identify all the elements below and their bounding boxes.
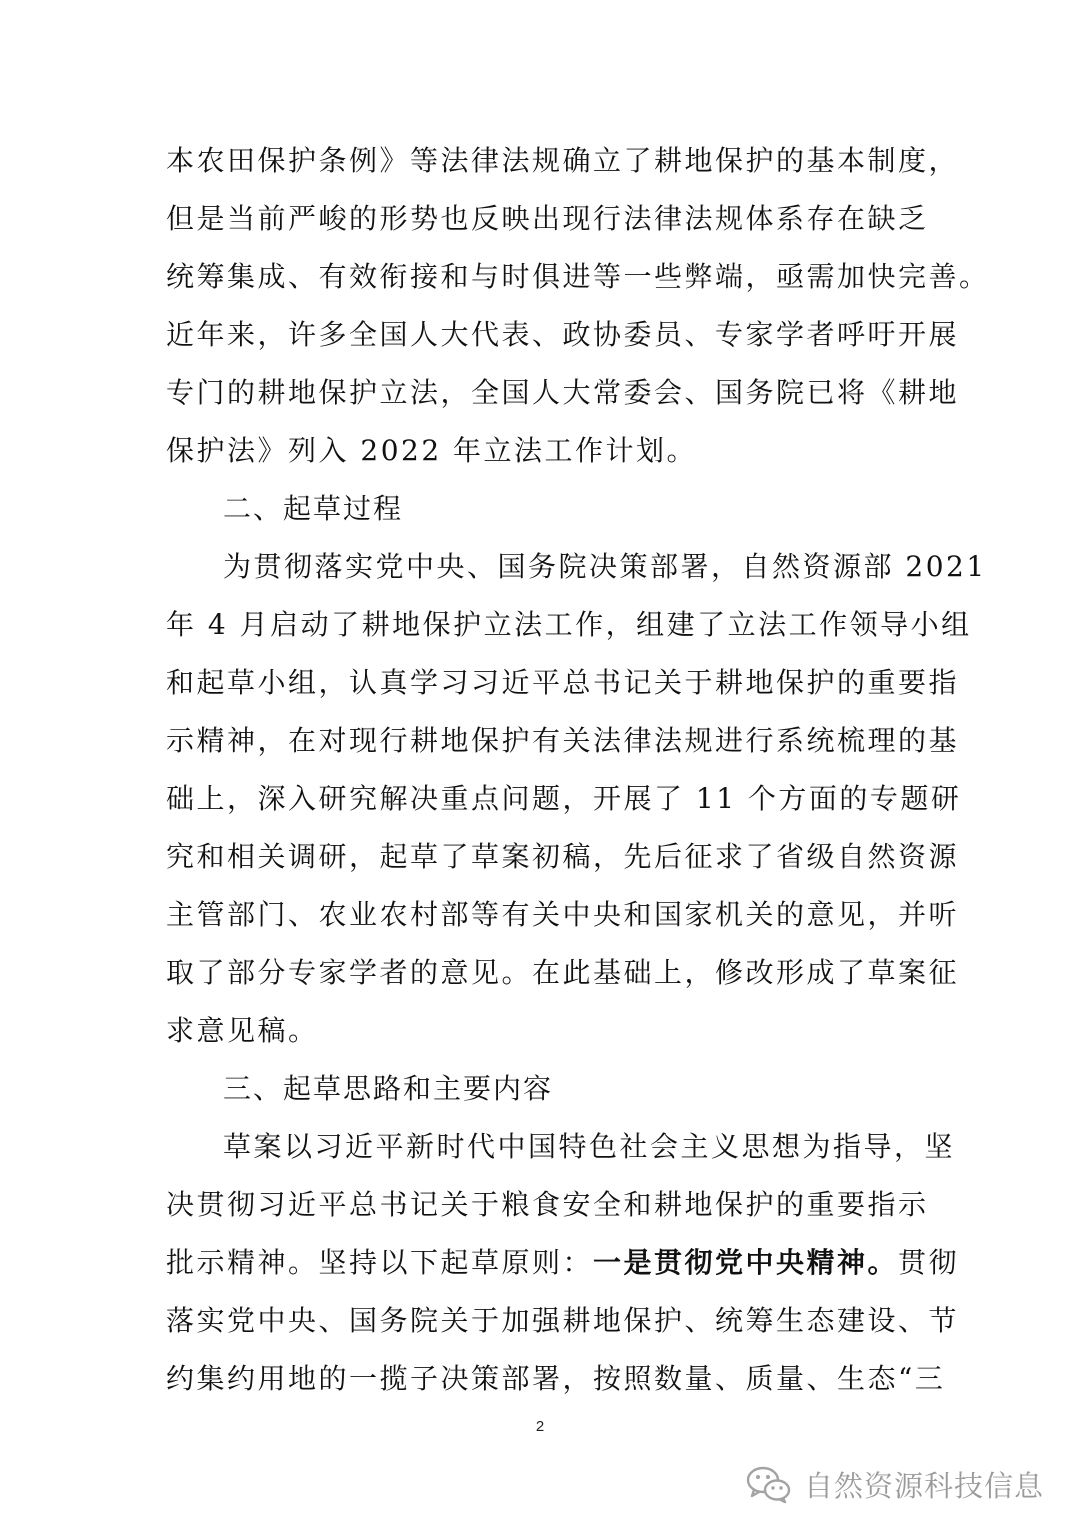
paragraph-line: 和起草小组，认真学习习近平总书记关于耕地保护的重要指: [166, 666, 960, 699]
paragraph-line: 为贯彻落实党中央、国务院决策部署，自然资源部 2021: [223, 550, 987, 583]
paragraph-line: 近年来，许多全国人大代表、政协委员、专家学者呼吁开展: [166, 318, 960, 351]
watermark: [746, 1462, 1044, 1506]
paragraph-line: 保护法》列入 2022 年立法工作计划。: [166, 434, 698, 467]
paragraph-line-with-emphasis: [166, 1234, 960, 1292]
line-text: 贯彻: [898, 1246, 960, 1279]
paragraph-line: 求意见稿。: [166, 1014, 319, 1047]
paragraph-line: 决贯彻习近平总书记关于粮食安全和耕地保护的重要指示: [166, 1188, 929, 1221]
paragraph-line: 础上，深入研究解决重点问题，开展了 11 个方面的专题研: [166, 782, 962, 815]
paragraph-line: 落实党中央、国务院关于加强耕地保护、统筹生态建设、节: [166, 1304, 960, 1337]
section-heading-2: 二、起草过程: [223, 492, 404, 525]
section-heading-3: 三、起草思路和主要内容: [223, 1072, 554, 1105]
line-text: 批示精神。坚持以下起草原则：: [166, 1246, 594, 1279]
paragraph-line: 示精神，在对现行耕地保护有关法律法规进行系统梳理的基: [166, 724, 960, 757]
paragraph-line: 但是当前严峻的形势也反映出现行法律法规体系存在缺乏: [166, 202, 929, 235]
watermark-text: 自然资源科技信息: [803, 1468, 1044, 1503]
paragraph-line: 草案以习近平新时代中国特色社会主义思想为指导，坚: [223, 1130, 956, 1163]
bold-principle: 一是贯彻党中央精神。: [593, 1246, 899, 1279]
wechat-icon: [746, 1464, 792, 1504]
paragraph-line: 本农田保护条例》等法律法规确立了耕地保护的基本制度，: [166, 144, 960, 177]
page-number: 2: [535, 1418, 545, 1435]
paragraph-line: 主管部门、农业农村部等有关中央和国家机关的意见，并听: [166, 898, 960, 931]
paragraph-line: 取了部分专家学者的意见。在此基础上，修改形成了草案征: [166, 956, 960, 989]
paragraph-line: 年 4 月启动了耕地保护立法工作，组建了立法工作领导小组: [166, 608, 972, 641]
document-body: [166, 132, 990, 1408]
paragraph-line: 统筹集成、有效衔接和与时俱进等一些弊端，亟需加快完善。: [166, 260, 990, 293]
paragraph-line: 专门的耕地保护立法，全国人大常委会、国务院已将《耕地: [166, 376, 960, 409]
paragraph-line: 究和相关调研，起草了草案初稿，先后征求了省级自然资源: [166, 840, 960, 873]
paragraph-line: 约集约用地的一揽子决策部署，按照数量、质量、生态“三: [166, 1362, 946, 1395]
